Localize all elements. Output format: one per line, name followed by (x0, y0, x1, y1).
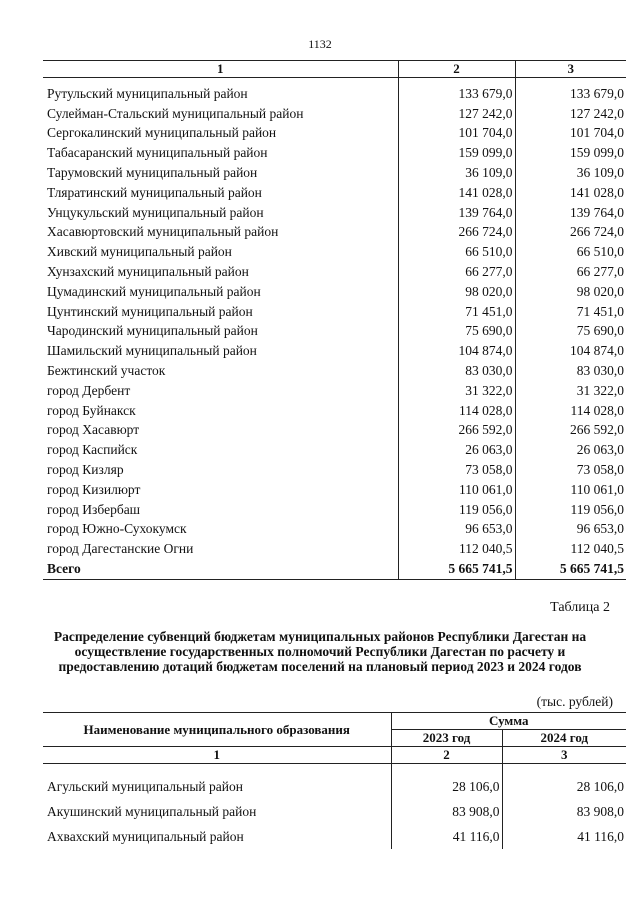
amount-2023-cell: 110 061,0 (398, 480, 515, 500)
total-2023: 5 665 741,5 (398, 559, 515, 579)
amount-2024-cell: 266 724,0 (515, 223, 626, 243)
table-row (43, 460, 626, 480)
amount-2024-cell: 139 764,0 (515, 203, 626, 223)
table-row (43, 500, 626, 520)
amount-2023-cell: 139 764,0 (398, 203, 515, 223)
amount-2024-cell: 75 690,0 (515, 322, 626, 342)
table-row (43, 223, 626, 243)
table-row (43, 282, 626, 302)
municipality-name-cell: Хасавюртовский муниципальный район (47, 224, 279, 240)
page-number: 1132 (308, 37, 332, 51)
table-row (43, 262, 626, 282)
amount-2023-cell: 83 030,0 (398, 361, 515, 381)
column-number-2: 2 (398, 61, 515, 78)
table-row (43, 143, 626, 163)
amount-2024-cell: 41 116,0 (502, 824, 626, 849)
amount-2024-cell: 101 704,0 (515, 124, 626, 144)
amount-2024-cell: 26 063,0 (515, 440, 626, 460)
amount-2023-cell: 75 690,0 (398, 322, 515, 342)
amount-2023-cell: 31 322,0 (398, 381, 515, 401)
amount-2024-cell: 28 106,0 (502, 764, 626, 800)
municipality-name-cell: Акушинский муниципальный район (47, 803, 257, 819)
amount-2024-cell: 159 099,0 (515, 143, 626, 163)
table-row (43, 440, 626, 460)
amount-2024-cell: 36 109,0 (515, 163, 626, 183)
table-2-label: Таблица 2 (550, 600, 610, 615)
amount-2024-cell: 73 058,0 (515, 460, 626, 480)
amount-2024-cell: 83 908,0 (502, 799, 626, 824)
table-row (43, 381, 626, 401)
municipality-name-cell: город Избербаш (47, 501, 141, 517)
table-row (43, 163, 626, 183)
municipality-name-cell: Хивский муниципальный район (47, 244, 232, 260)
column-number-header (43, 61, 626, 78)
municipality-name-cell: город Каспийск (47, 442, 138, 458)
municipality-name-cell: город Дагестанские Огни (47, 541, 194, 557)
amount-2023-cell: 36 109,0 (398, 163, 515, 183)
total-2024: 5 665 741,5 (515, 559, 626, 579)
amount-2023-cell: 26 063,0 (398, 440, 515, 460)
amount-2023-cell: 141 028,0 (398, 183, 515, 203)
amount-2024-cell: 127 242,0 (515, 104, 626, 124)
municipality-name-cell: город Южно-Сухокумск (47, 521, 187, 537)
amount-2024-cell: 133 679,0 (515, 78, 626, 104)
amount-2023-cell: 114 028,0 (398, 401, 515, 421)
amount-2024-cell: 266 592,0 (515, 421, 626, 441)
amount-2024-cell: 71 451,0 (515, 302, 626, 322)
amount-2023-cell: 112 040,5 (398, 539, 515, 559)
table-body (43, 764, 626, 850)
municipality-name-cell: Цумадинский муниципальный район (47, 283, 261, 299)
column-number-3: 3 (515, 61, 626, 78)
municipality-name-cell: Тляратинский муниципальный район (47, 184, 262, 200)
amount-2023-cell: 104 874,0 (398, 341, 515, 361)
amount-2024-cell: 114 028,0 (515, 401, 626, 421)
column-2024-header: 2024 год (502, 730, 626, 747)
amount-2023-cell: 266 592,0 (398, 421, 515, 441)
table-row (43, 183, 626, 203)
municipality-name-cell: Чародинский муниципальный район (47, 323, 258, 339)
municipality-name-cell: город Дербент (47, 382, 131, 398)
table-row (43, 124, 626, 144)
column-number-3: 3 (502, 747, 626, 764)
municipality-name-cell: Ахвахский муниципальный район (47, 828, 244, 844)
table-body (43, 78, 626, 580)
municipality-name-cell: город Кизилюрт (47, 481, 141, 497)
municipality-name-cell: город Буйнакск (47, 402, 136, 418)
table-row (43, 764, 626, 800)
total-row (43, 559, 626, 579)
amount-2023-cell: 119 056,0 (398, 500, 515, 520)
column-number-header (43, 747, 626, 764)
amount-2023-cell: 101 704,0 (398, 124, 515, 144)
subvention-table-continued (43, 60, 626, 580)
column-sum-header: Сумма (391, 713, 626, 730)
amount-2023-cell: 98 020,0 (398, 282, 515, 302)
amount-2024-cell: 110 061,0 (515, 480, 626, 500)
amount-2023-cell: 96 653,0 (398, 520, 515, 540)
amount-2023-cell: 28 106,0 (391, 764, 502, 800)
column-number-1: 1 (43, 61, 398, 78)
municipality-name-cell: Цунтинский муниципальный район (47, 303, 253, 319)
amount-2023-cell: 266 724,0 (398, 223, 515, 243)
amount-2024-cell: 96 653,0 (515, 520, 626, 540)
table-row (43, 302, 626, 322)
table-row (43, 480, 626, 500)
table-row (43, 799, 626, 824)
column-number-1: 1 (43, 747, 391, 764)
municipality-name-cell: Хунзахский муниципальный район (47, 264, 249, 280)
amount-2024-cell: 119 056,0 (515, 500, 626, 520)
municipality-name-cell: Унцукульский муниципальный район (47, 204, 264, 220)
municipality-name-cell: Сергокалинский муниципальный район (47, 125, 277, 141)
amount-2024-cell: 66 277,0 (515, 262, 626, 282)
table-row (43, 539, 626, 559)
table-2-heading: Распределение субвенций бюджетам муниципальных районов Республики Дагестан на осуществление государственных полномочий Республики Дагестан по расчету и предоставлению дотаций бюджетам поселений на плановый период 2023 и 2024 годов (53, 629, 587, 674)
table-row (43, 322, 626, 342)
municipality-name-cell: город Хасавюрт (47, 422, 140, 438)
amount-2024-cell: 98 020,0 (515, 282, 626, 302)
table-row (43, 824, 626, 849)
amount-2023-cell: 41 116,0 (391, 824, 502, 849)
table-row (43, 104, 626, 124)
municipality-name-cell: Сулейман-Стальский муниципальный район (47, 105, 304, 121)
amount-2023-cell: 133 679,0 (398, 78, 515, 104)
table-row (43, 341, 626, 361)
table-row (43, 421, 626, 441)
amount-2023-cell: 127 242,0 (398, 104, 515, 124)
table-row (43, 203, 626, 223)
amount-2024-cell: 66 510,0 (515, 242, 626, 262)
amount-2024-cell: 104 874,0 (515, 341, 626, 361)
table-row (43, 401, 626, 421)
municipality-name-cell: Шамильский муниципальный район (47, 343, 257, 359)
total-label: Всего (43, 559, 398, 579)
subvention-table-2 (43, 712, 626, 849)
municipality-name-cell: Бежтинский участок (47, 363, 166, 379)
table-row (43, 520, 626, 540)
municipality-name-cell: Табасаранский муниципальный район (47, 145, 268, 161)
municipality-name-cell: Агульский муниципальный район (47, 778, 243, 794)
amount-2023-cell: 66 277,0 (398, 262, 515, 282)
column-number-2: 2 (391, 747, 502, 764)
municipality-name-cell: город Кизляр (47, 462, 124, 478)
table-row (43, 78, 626, 104)
amount-2024-cell: 112 040,5 (515, 539, 626, 559)
amount-2023-cell: 83 908,0 (391, 799, 502, 824)
municipality-name-cell: Рутульский муниципальный район (47, 85, 248, 101)
amount-2023-cell: 71 451,0 (398, 302, 515, 322)
amount-2024-cell: 83 030,0 (515, 361, 626, 381)
amount-2024-cell: 141 028,0 (515, 183, 626, 203)
table-row (43, 242, 626, 262)
amount-2024-cell: 31 322,0 (515, 381, 626, 401)
table-row (43, 361, 626, 381)
amount-2023-cell: 159 099,0 (398, 143, 515, 163)
column-2023-header: 2023 год (391, 730, 502, 747)
amount-2023-cell: 66 510,0 (398, 242, 515, 262)
units-note: (тыс. рублей) (536, 694, 613, 709)
column-name-header: Наименование муниципального образования (43, 713, 391, 747)
amount-2023-cell: 73 058,0 (398, 460, 515, 480)
municipality-name-cell: Тарумовский муниципальный район (47, 165, 258, 181)
